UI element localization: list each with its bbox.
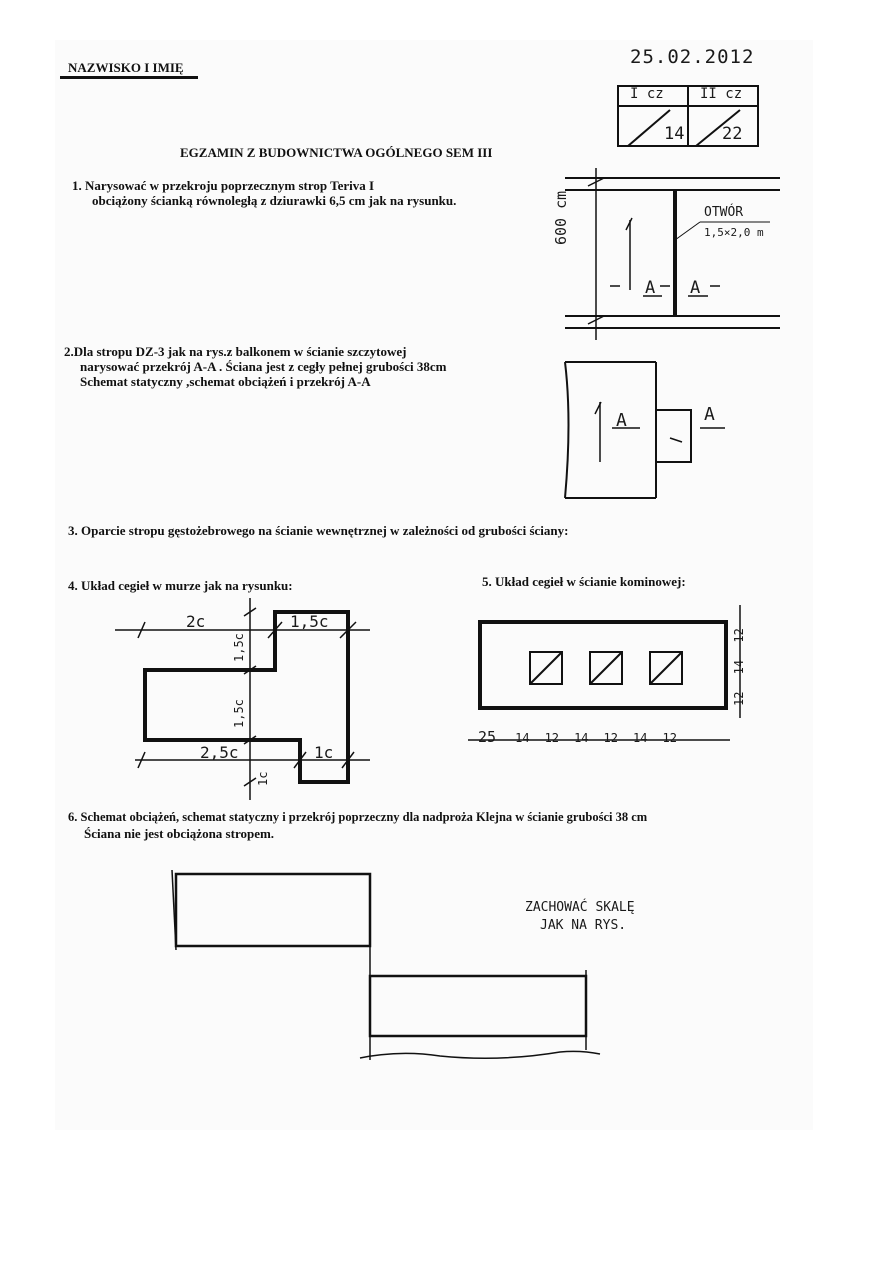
q5-dim-b2: 12 xyxy=(544,731,560,745)
q5-dim-b4: 12 xyxy=(603,731,618,745)
q5-dim-b3: 14 xyxy=(574,731,589,745)
q4-dim-vert-mid: 1,5c xyxy=(232,699,246,728)
q5-dim-b5: 14 xyxy=(633,731,648,745)
exam-title: EGZAMIN Z BUDOWNICTWA OGÓLNEGO SEM III xyxy=(180,145,493,160)
q1-opening-label: OTWÓR xyxy=(704,205,744,220)
q4-dim-bottom-mid: 2,5c xyxy=(200,743,239,762)
q2-line2: narysować przekrój A-A . Ściana jest z cegły pełnej grubości 38cm xyxy=(80,359,447,374)
q4-dim-vert-top: 1,5c xyxy=(232,633,246,662)
name-label: NAZWISKO I IMIĘ xyxy=(68,60,184,75)
q2-line1: 2.Dla stropu DZ-3 jak na rys.z balkonem w ścianie szczytowej xyxy=(64,344,407,359)
q5-dim-r2: 12 xyxy=(732,628,746,643)
score-part1: 14 xyxy=(664,124,685,144)
q1-dim-600: 600 cm xyxy=(552,190,570,245)
q5-dim-b0: 25 xyxy=(478,728,497,746)
q4-dim-bottom-right: 1c xyxy=(314,743,334,762)
exam-date: 25.02.2012 xyxy=(630,46,755,68)
q6-note1: ZACHOWAĆ SKALĘ xyxy=(525,900,635,915)
q5-dim-r0: 12 xyxy=(732,691,746,706)
q5-text: 5. Układ cegieł w ścianie kominowej: xyxy=(482,574,686,589)
q6-line2: Ściana nie jest obciążona stropem. xyxy=(84,826,275,841)
q1-opening-size: 1,5×2,0 m xyxy=(704,226,764,239)
q4-dim-2c: 2c xyxy=(186,612,206,631)
q6-line1: 6. Schemat obciążeń, schemat statyczny i przekrój poprzeczny dla nadproża Klejna w ścianie grubości 38 cm xyxy=(68,810,648,824)
score-col1-label: I cz xyxy=(630,86,664,102)
q5-dim-b6: 12 xyxy=(662,731,677,745)
q2-line3: Schemat statyczny ,schemat obciążeń i przekrój A-A xyxy=(80,374,371,389)
q4-dim-top-right: 1,5c xyxy=(290,612,329,631)
q3-text: 3. Oparcie stropu gęstożebrowego na ścianie wewnętrznej w zależności od grubości ściany: xyxy=(68,523,569,538)
score-col2-label: II cz xyxy=(700,86,743,102)
q1-section-a-left: A xyxy=(645,278,656,298)
q5-dim-r1: 14 xyxy=(732,659,746,675)
q1-section-a-right: A xyxy=(690,278,701,298)
score-part2: 22 xyxy=(722,124,743,144)
q4-dim-vert-bottom: 1c xyxy=(256,771,270,786)
q5-dim-b1: 14 xyxy=(515,731,530,745)
q1-line1: 1. Narysować w przekroju poprzecznym strop Teriva I xyxy=(72,178,375,193)
q6-note2: JAK NA RYS. xyxy=(540,918,627,933)
q4-text: 4. Układ cegieł w murze jak na rysunku: xyxy=(68,578,293,593)
q2-section-a-right: A xyxy=(704,404,715,425)
q2-section-a-left: A xyxy=(616,410,627,431)
q1-line2: obciążony ścianką równoległą z dziurawki 6,5 cm jak na rysunku. xyxy=(92,193,457,208)
